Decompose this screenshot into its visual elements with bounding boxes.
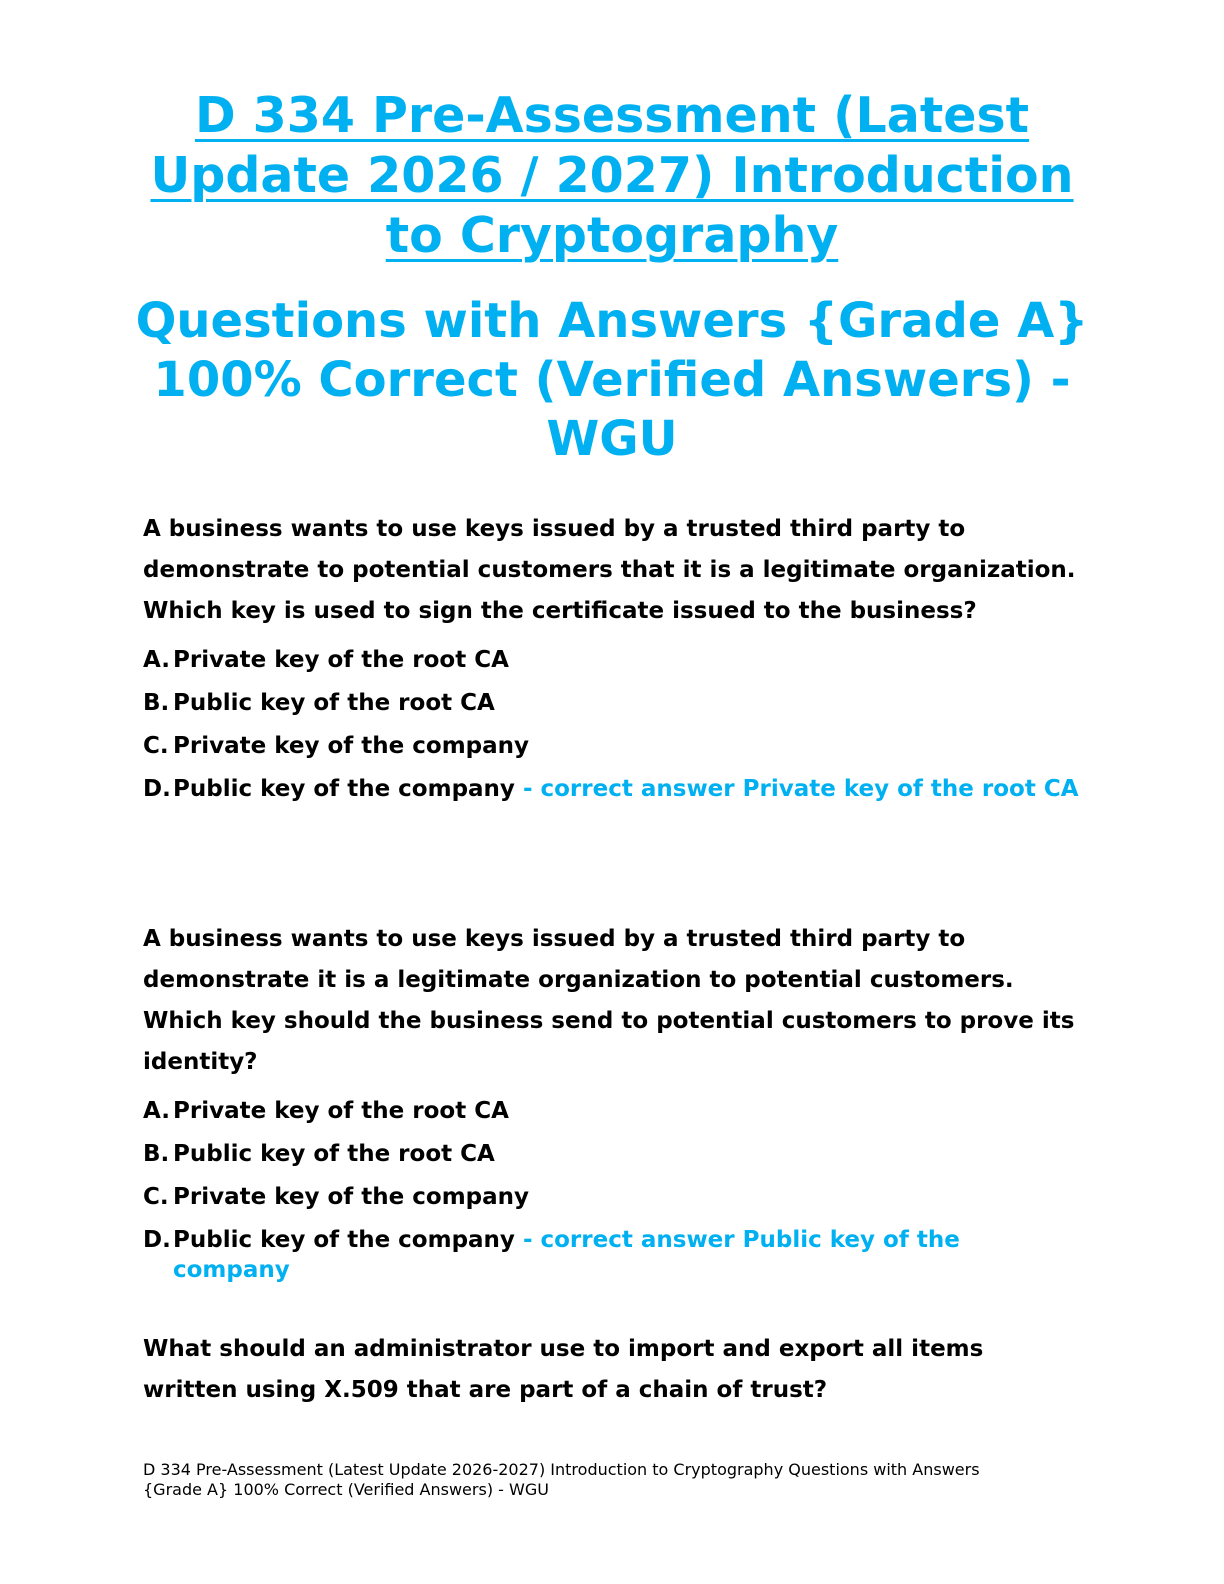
option-text: Private key of the root CA xyxy=(173,647,509,673)
option-letter: C. xyxy=(143,733,169,759)
question-block-2 xyxy=(143,919,1083,1285)
document-title: D 334 Pre-Assessment (Latest Update 2026 / 2027) Introduction to Cryptography xyxy=(150,87,1074,264)
question-text: What should an administrator use to import and export all items written using X.509 that are part of a chain of trust? xyxy=(143,1336,984,1403)
option-letter: B. xyxy=(143,1141,170,1167)
question-block-1 xyxy=(143,509,1083,804)
option-d xyxy=(143,1225,1083,1285)
document-subtitle: Questions with Answers {Grade A} 100% Correct (Verified Answers) - WGU xyxy=(135,293,1089,467)
option-d xyxy=(143,774,1083,804)
option-letter: B. xyxy=(143,690,170,716)
option-c xyxy=(143,1182,1083,1212)
correct-answer: - correct answer Private key of the root CA xyxy=(514,776,1079,802)
options-list xyxy=(143,645,1083,804)
option-text: Public key of the root CA xyxy=(173,690,495,716)
option-letter: A. xyxy=(143,647,170,673)
page-footer: D 334 Pre-Assessment (Latest Update 2026-2027) Introduction to Cryptography Questions with Answers {Grade A} 100% Correct (Verified Answers) - WGU xyxy=(143,1460,980,1499)
option-letter: D. xyxy=(143,776,171,802)
question-text: A business wants to use keys issued by a trusted third party to demonstrate it is a legitimate organization to potential customers. Which key should the business send to potential customers to prove its identity? xyxy=(143,926,1075,1075)
question-text: A business wants to use keys issued by a trusted third party to demonstrate to potential customers that it is a legitimate organization. Which key is used to sign the certificate issued to the business? xyxy=(143,516,1076,624)
option-text: Public key of the root CA xyxy=(173,1141,495,1167)
option-letter: C. xyxy=(143,1184,169,1210)
option-a xyxy=(143,1096,1083,1126)
option-letter: A. xyxy=(143,1098,170,1124)
option-text: Public key of the company xyxy=(173,776,515,802)
correct-answer: - correct answer Public key of the company xyxy=(173,1227,960,1283)
option-text: Private key of the company xyxy=(173,1184,530,1210)
question-block-3 xyxy=(143,1329,1083,1411)
option-b xyxy=(143,1139,1083,1169)
option-text: Public key of the company xyxy=(173,1227,515,1253)
option-text: Private key of the company xyxy=(173,733,530,759)
option-b xyxy=(143,688,1083,718)
options-list xyxy=(143,1096,1083,1285)
option-a xyxy=(143,645,1083,675)
option-c xyxy=(143,731,1083,761)
option-letter: D. xyxy=(143,1227,171,1253)
option-text: Private key of the root CA xyxy=(173,1098,509,1124)
